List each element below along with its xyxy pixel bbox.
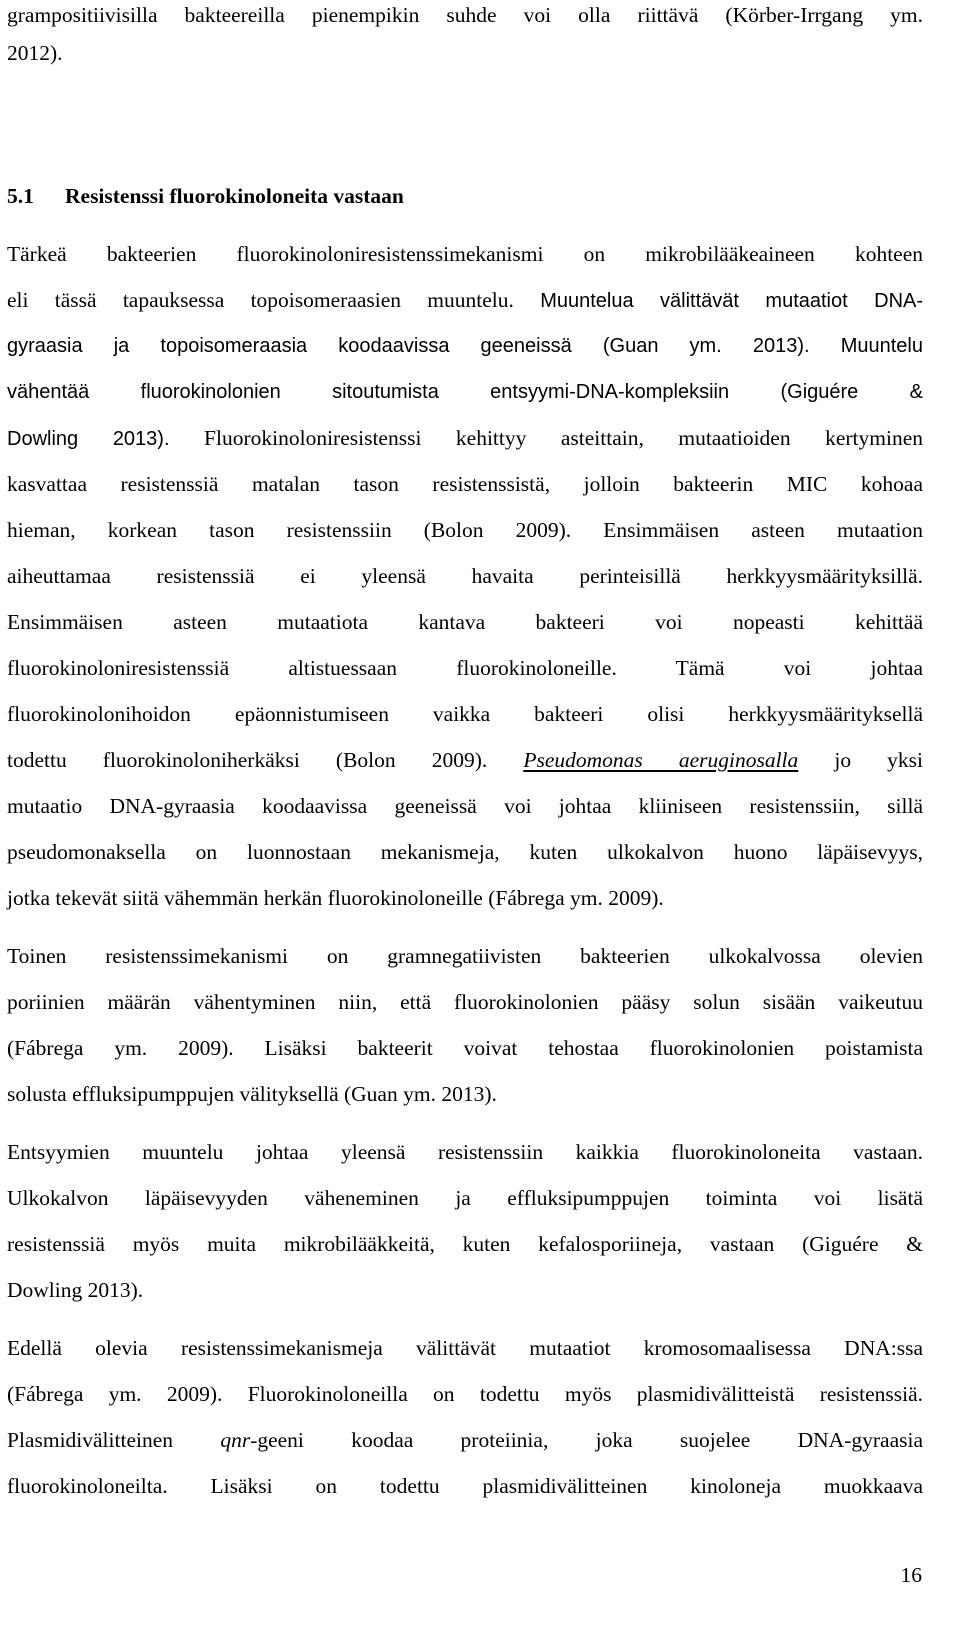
section-heading	[7, 181, 923, 211]
p2-line: solusta effluksipumppujen välityksellä (Guan ym. 2013).	[7, 1082, 497, 1106]
p1-line: Ensimmäisen asteen mutaatiota kantava bakteeri voi nopeasti kehittää	[7, 610, 923, 634]
p1-text-sans: Muuntelua välittävät mutaatiot DNA-	[540, 290, 924, 312]
carryover-line-1: grampositiivisilla bakteereilla pienempikin suhde voi olla riittävä (Körber-Irrgang ym.	[7, 3, 923, 27]
p1-line: pseudomonaksella on luonnostaan mekanismeja, kuten ulkokalvon huono läpäisevyys,	[7, 840, 923, 864]
p4-line	[7, 1425, 923, 1455]
p3-line: Dowling 2013).	[7, 1278, 144, 1302]
p3-line: resistenssiä myös muita mikrobilääkkeitä, kuten kefalosporiineja, vastaan (Giguére &	[7, 1232, 923, 1256]
p4-line: (Fábrega ym. 2009). Fluorokinoloneilla on todettu myös plasmidivälitteistä resistenssiä.	[7, 1382, 923, 1406]
p4-text: -geeni koodaa proteiinia, joka suojelee DNA-gyraasia	[250, 1428, 924, 1452]
p1-text: todettu fluorokinoloniherkäksi (Bolon 2009).	[7, 748, 488, 772]
p1-line	[7, 285, 923, 316]
p1-line	[7, 423, 923, 454]
p1-text: jo yksi	[834, 748, 923, 772]
section-number: 5.1	[7, 184, 34, 208]
species-name: Pseudomonas aeruginosalla	[523, 748, 799, 772]
p3-line: Entsyymien muuntelu johtaa yleensä resistenssiin kaikkia fluorokinoloneita vastaan.	[7, 1140, 923, 1164]
p4-line: fluorokinoloneilta. Lisäksi on todettu plasmidivälitteinen kinoloneja muokkaava	[7, 1474, 923, 1498]
p2-line: poriinien määrän vähentyminen niin, että fluorokinolonien pääsy solun sisään vaikeutuu	[7, 990, 923, 1014]
p4-line: Edellä olevia resistenssimekanismeja välittävät mutaatiot kromosomaalisessa DNA:ssa	[7, 1336, 923, 1360]
p1-line: mutaatio DNA-gyraasia koodaavissa geeneissä voi johtaa kliiniseen resistenssiin, sillä	[7, 794, 923, 818]
p1-line: Tärkeä bakteerien fluorokinoloniresistenssimekanismi on mikrobilääkeaineen kohteen	[7, 242, 923, 266]
p1-line: kasvattaa resistenssiä matalan tason resistenssistä, jolloin bakteerin MIC kohoaa	[7, 472, 923, 496]
p1-line	[7, 745, 923, 775]
p1-text-serif: Fluorokinoloniresistenssi kehittyy asteittain, mutaatioiden kertyminen	[204, 426, 923, 450]
p1-text-sans: Muuntelu	[840, 335, 923, 357]
p1-line	[7, 331, 923, 361]
p1-line: vähentää fluorokinolonien sitoutumista entsyymi-DNA-kompleksiin (Giguére &	[7, 381, 923, 403]
p1-text-serif: eli tässä tapauksessa topoisomeraasien muuntelu.	[7, 288, 514, 312]
p2-line: (Fábrega ym. 2009). Lisäksi bakteerit voivat tehostaa fluorokinolonien poistamista	[7, 1036, 923, 1060]
p1-line: jotka tekevät siitä vähemmän herkän fluorokinoloneille (Fábrega ym. 2009).	[7, 886, 664, 910]
page-number: 16	[900, 1563, 922, 1587]
p1-line: fluorokinolonihoidon epäonnistumiseen vaikka bakteeri olisi herkkyysmäärityksellä	[7, 702, 923, 726]
p3-line: Ulkokalvon läpäisevyyden väheneminen ja effluksipumppujen toiminta voi lisätä	[7, 1186, 923, 1210]
p1-text-sans: gyraasia ja topoisomeraasia koodaavissa geeneissä (Guan ym. 2013).	[7, 335, 810, 357]
p1-line: aiheuttamaa resistenssiä ei yleensä havaita perinteisillä herkkyysmäärityksillä.	[7, 564, 923, 588]
p2-line: Toinen resistenssimekanismi on gramnegatiivisten bakteerien ulkokalvossa olevien	[7, 944, 923, 968]
carryover-line-2: 2012).	[7, 41, 63, 65]
gene-name: qnr	[220, 1428, 251, 1452]
p4-text: Plasmidivälitteinen	[7, 1428, 174, 1452]
p1-line: hieman, korkean tason resistenssiin (Bolon 2009). Ensimmäisen asteen mutaation	[7, 518, 923, 542]
p1-text-sans: Dowling 2013).	[7, 428, 170, 450]
p1-line: fluorokinoloniresistenssiä altistuessaan fluorokinoloneille. Tämä voi johtaa	[7, 656, 923, 680]
section-title: Resistenssi fluorokinoloneita vastaan	[65, 184, 404, 208]
